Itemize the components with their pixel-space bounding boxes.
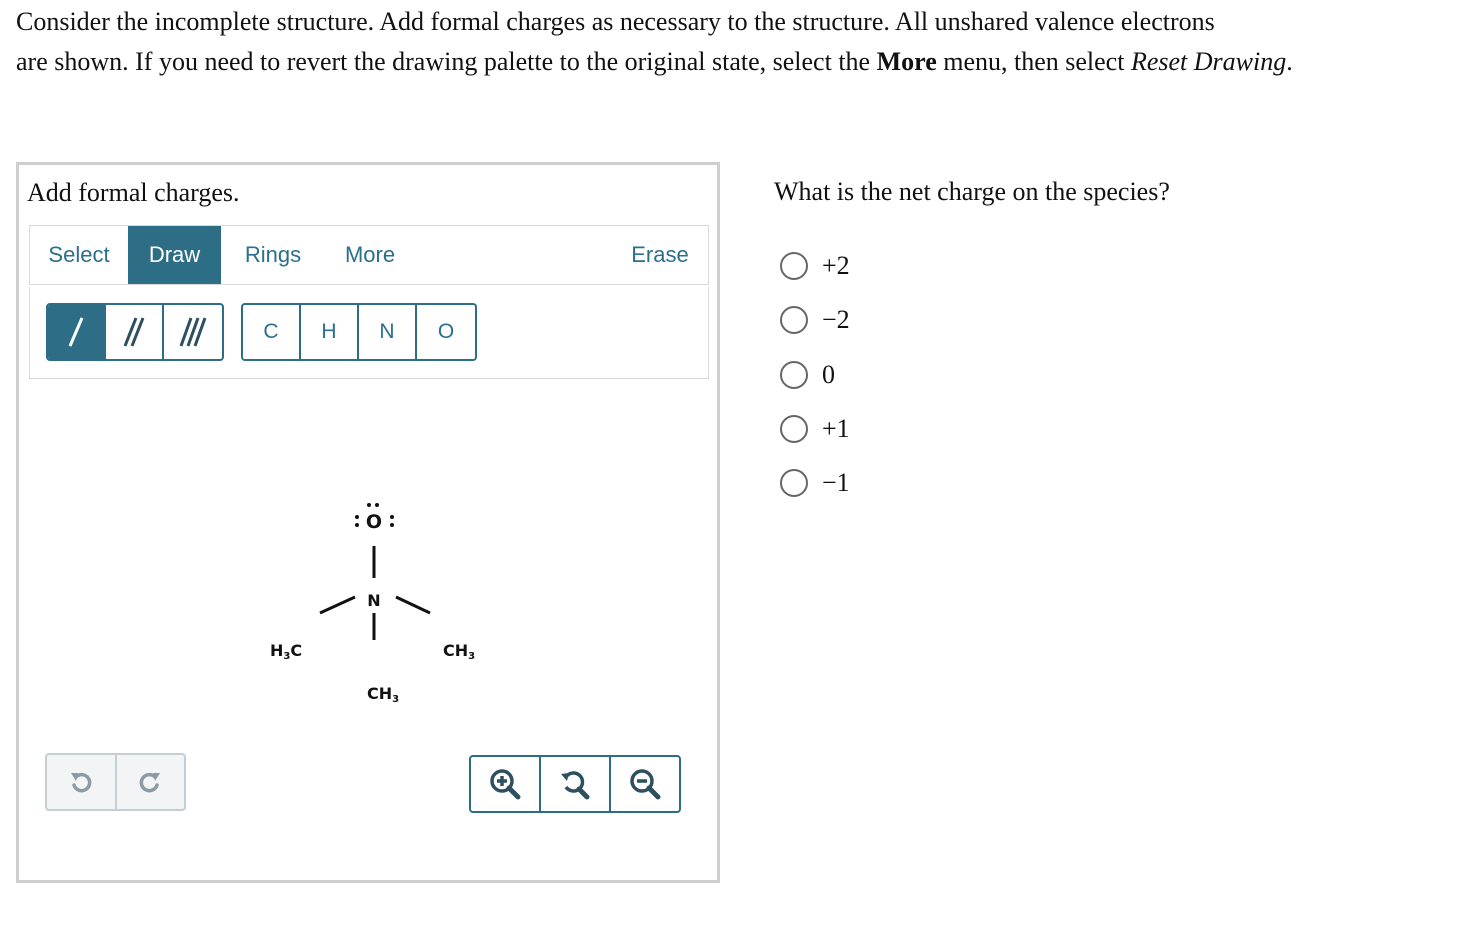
prompt-line-2b: menu, then select (936, 47, 1131, 76)
drawing-panel (16, 162, 720, 883)
option-plus-1[interactable] (780, 409, 850, 449)
zoom-reset-button[interactable] (541, 757, 611, 811)
zoom-in-icon (488, 767, 522, 801)
drawing-toolbar (29, 225, 709, 285)
tab-select[interactable]: Select (48, 242, 110, 267)
prompt-line-2a: are shown. If you need to revert the drawing palette to the original state, select the (16, 47, 877, 76)
prompt-line-2c: . (1286, 47, 1293, 76)
double-bond-icon (119, 314, 149, 350)
lone-pair-dot (355, 523, 359, 527)
undo-button[interactable] (47, 755, 117, 809)
lone-pair-dot (355, 515, 359, 519)
radio-button[interactable] (780, 252, 808, 280)
radio-button[interactable] (780, 415, 808, 443)
single-bond-button[interactable] (48, 305, 106, 359)
radio-button[interactable] (780, 306, 808, 334)
atom-n-button[interactable]: N (359, 305, 417, 359)
triple-bond-button[interactable] (164, 305, 222, 359)
zoom-out-button[interactable] (611, 757, 679, 811)
triple-bond-icon (176, 314, 210, 350)
option-minus-1[interactable] (780, 463, 850, 503)
group-ch3-bottom[interactable]: CH3 (367, 684, 400, 705)
tab-more[interactable]: More (344, 242, 396, 267)
history-group (45, 753, 186, 811)
lone-pair-dot (390, 515, 394, 519)
lone-pair-dot (390, 523, 394, 527)
option-plus-2[interactable] (780, 246, 850, 286)
single-bond-icon (61, 314, 91, 350)
option-label: −1 (822, 468, 850, 497)
redo-button[interactable] (117, 755, 185, 809)
option-zero[interactable] (780, 355, 835, 395)
group-ch3-right[interactable]: CH3 (443, 641, 476, 662)
radio-button[interactable] (780, 361, 808, 389)
zoom-out-icon (628, 767, 662, 801)
zoom-in-button[interactable] (471, 757, 541, 811)
lone-pair-dot (375, 503, 379, 507)
zoom-group (469, 755, 681, 813)
atom-o-button[interactable]: O (437, 320, 455, 343)
redo-icon (136, 768, 164, 796)
double-bond-button[interactable] (106, 305, 164, 359)
radio-button[interactable] (780, 469, 808, 497)
zoom-reset-icon (558, 767, 592, 801)
option-label: +2 (822, 251, 850, 280)
option-label: +1 (822, 414, 850, 443)
atom-oxygen[interactable]: O (365, 511, 383, 533)
question-prompt (16, 2, 1456, 82)
bond-n-left[interactable] (320, 597, 355, 613)
panel-title: Add formal charges. (27, 178, 240, 207)
option-minus-2[interactable] (780, 300, 850, 340)
bond-n-right[interactable] (396, 597, 430, 613)
prompt-reset-italic: Reset Drawing (1130, 47, 1287, 76)
lone-pair-dot (367, 503, 371, 507)
draw-subtoolbar (29, 287, 709, 379)
net-charge-question: What is the net charge on the species? (774, 177, 1170, 206)
group-h3c[interactable]: H3C (270, 641, 303, 662)
atom-nitrogen[interactable]: N (367, 591, 381, 610)
option-label: 0 (822, 360, 835, 389)
atom-tool-group (241, 303, 477, 361)
atom-h-button[interactable]: H (301, 305, 359, 359)
prompt-more-bold: More (876, 47, 937, 76)
drawing-canvas[interactable] (19, 380, 717, 760)
erase-button[interactable]: Erase (631, 242, 689, 267)
atom-c-button[interactable]: C (243, 305, 301, 359)
tab-rings[interactable]: Rings (244, 242, 302, 267)
tab-draw[interactable]: Draw (128, 226, 221, 284)
bond-tool-group (46, 303, 224, 361)
undo-icon (67, 768, 95, 796)
option-label: −2 (822, 305, 850, 334)
prompt-line-1: Consider the incomplete structure. Add formal charges as necessary to the structure. All unshared valence electrons (16, 7, 1215, 36)
